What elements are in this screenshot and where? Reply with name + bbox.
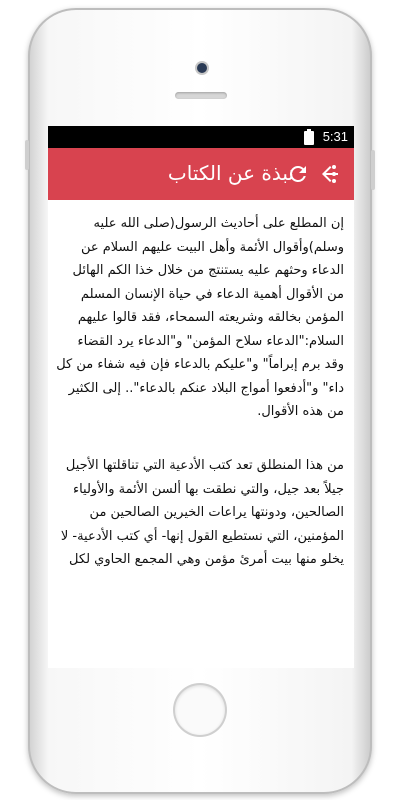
description-paragraph: من هذا المنطلق تعد كتب الأدعية التي تناقلتها الأجيل جيلاً بعد جيل، والتي نطقت بها ألسن الأئمة والأولياء الصالحين، ودونتها يراعات الخيرين الصالحين من المؤمنين، التي نستطيع القول إنها- أي كتب الأدعية- لا يخلو منها بيت أمرئ مؤمن وهي المجمع الحاوي لكل xyxy=(60,458,344,567)
status-time: 5:31 xyxy=(322,129,348,144)
description-paragraph: إن المطلع على أحاديث الرسول(صلى الله عليه وسلم)وأقوال الأئمة وأهل البيت عليهم السلام عن الدعاء وحثهم عليه يستنتج من خلال خذا الكم الهائل من الأقوال أهمية الدعاء في حياة الإنسان المسلم المؤمن بخالقه وشريعته السمحاء، فقد قالوا عليهم السلام:"الدعاء سلاح المؤمن" و"الدعاء يرد القضاء وقد برم إبراماً" و"عليكم بالدعاء فإن فيه شفاء من كل داء" و"أدفعوا أمواج البلاد عنكم بالدعاء".. إلى الكثير من هذه الأقوال. xyxy=(56,216,344,419)
screen xyxy=(48,126,354,668)
home-button[interactable] xyxy=(175,685,225,735)
battery-icon xyxy=(304,131,314,145)
book-description xyxy=(48,200,354,668)
earpiece-speaker xyxy=(175,92,227,99)
volume-button xyxy=(25,140,29,170)
status-bar xyxy=(48,126,354,148)
front-camera xyxy=(197,63,207,73)
app-bar xyxy=(48,148,354,200)
page-title: نبذة عن الكتاب xyxy=(167,161,294,185)
back-arrow-icon[interactable] xyxy=(318,162,342,186)
power-button xyxy=(371,150,375,190)
